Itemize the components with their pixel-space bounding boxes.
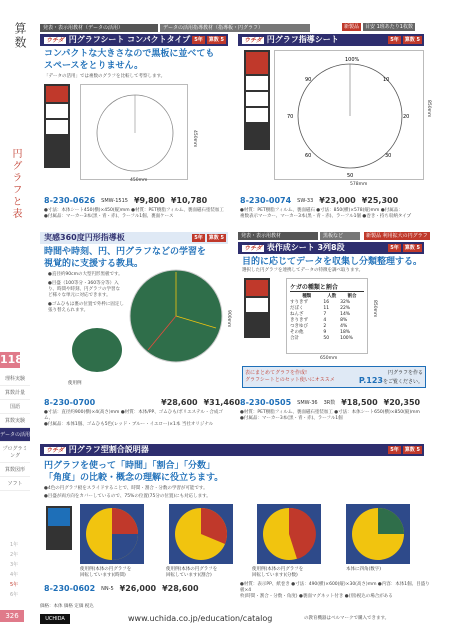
tab-item[interactable]: 国語 bbox=[0, 400, 30, 414]
brand-logo: ウチダ bbox=[46, 447, 64, 454]
grade-tag: 5年 bbox=[194, 235, 203, 241]
tab-item[interactable]: 算数計量 bbox=[0, 386, 30, 400]
grade-tag: 算数 5 bbox=[404, 245, 420, 251]
table-cell: 11 bbox=[323, 305, 330, 311]
table-cell: 7 bbox=[323, 311, 327, 317]
table-cell: 4 bbox=[323, 317, 327, 323]
image-caption: 使用例(本体の円グラフを 回転しています)(分数) bbox=[252, 567, 304, 578]
new-tag: 新製品 bbox=[344, 24, 360, 30]
model: NN-5 bbox=[101, 585, 114, 592]
price: ¥26,000 bbox=[119, 584, 157, 593]
product5-bullet: ●4色の円グラフ板をスライドすることで、時間・割合・分数の学習が可能です。 bbox=[44, 486, 208, 491]
table-header: 種類 bbox=[302, 294, 312, 299]
product3-order-row bbox=[44, 398, 240, 407]
table-header: 人数 bbox=[327, 294, 337, 299]
grade-tag: 5年 bbox=[390, 37, 399, 43]
tab-item[interactable]: データの活用 bbox=[0, 428, 30, 442]
section-header: 発表・表示用教材 bbox=[238, 232, 318, 240]
bullet: ●直径約90cmの大型円形黒板です。 bbox=[48, 272, 123, 277]
promo-box bbox=[242, 366, 426, 388]
page-number: 326 bbox=[0, 610, 24, 622]
page-badge: 118 bbox=[0, 353, 23, 366]
product4-title-bar bbox=[238, 242, 424, 254]
product1-lead: コンパクトな大きさなので黒板に並べても スペースをとりません。 bbox=[44, 49, 215, 71]
tab-item[interactable]: 算数実験 bbox=[0, 414, 30, 428]
tick-label: 70 bbox=[287, 114, 294, 120]
product4-order-row bbox=[240, 398, 420, 407]
price-tax: ¥20,350 bbox=[383, 398, 421, 407]
table-cell: 100% bbox=[340, 335, 353, 341]
grade-item: 3年 bbox=[10, 562, 19, 568]
table-cell: 18% bbox=[340, 329, 351, 335]
table-cell: 16 bbox=[323, 299, 330, 305]
category-tabs bbox=[0, 372, 30, 491]
bullet: ●目盛（100等分・360等分等）入り、時間や時刻、円グラフの学習など様々な単元に対応できます。 bbox=[48, 281, 120, 298]
product4-spec: ●材質：PET樹脂フィルム、裏面磁石塗装加工 ●寸法：本体シート650(横)×850(縦)mm ●付属品：マーカー3本(黒・青・赤)、ラーフル1個 bbox=[240, 410, 420, 421]
bullet: ●ゴムひもは裏の位置で外枠に固定し張り替えられます。 bbox=[48, 302, 124, 313]
product3-title-bar bbox=[40, 232, 228, 244]
product3-spec: ●寸法：直径約900(横)×4(高さ)mm ●材質：本体/PP、ゴムひも/ポリエステル・合成ゴム、 ●付属品：本体1個、ゴムひも5色(レッド・ブルー・イエロー)×1本 当社オリジナル bbox=[44, 410, 223, 427]
tick-label: 30 bbox=[385, 153, 392, 159]
image-caption: 本体に四角(数字) bbox=[346, 567, 382, 572]
grade-item: 4年 bbox=[10, 572, 19, 578]
product2-order-row bbox=[240, 196, 398, 205]
tab-item[interactable]: 理科実験 bbox=[0, 372, 30, 386]
product-code: 8-230-0626 bbox=[44, 196, 96, 205]
circle-graph-sheet bbox=[81, 85, 189, 181]
product1-side-panel bbox=[44, 84, 70, 168]
promo-page: P.123 bbox=[358, 376, 383, 385]
grade-tag: 5年 bbox=[194, 37, 203, 43]
brand-logo: ウチダ bbox=[244, 37, 262, 44]
table-cell: 合計 bbox=[290, 336, 299, 341]
table-row bbox=[290, 335, 364, 341]
product1-title-bar bbox=[40, 34, 228, 46]
table-cell: 14% bbox=[340, 311, 351, 317]
product4-image bbox=[286, 278, 368, 354]
grade-tag: 5年 bbox=[390, 245, 399, 251]
ratio-dial bbox=[346, 504, 410, 564]
product5-spec: ●材質：表示PP、紙巻き ●寸法：490(横)×600(縦)×30(高さ)mm ●内容：本体1個、目盛り板×4 枚(時間・割合・分数・角度) ●裏面マグネット付き ●(別)税込の場合がある bbox=[240, 582, 430, 599]
grade-item: 5年 bbox=[10, 582, 19, 588]
product2-title-bar bbox=[238, 34, 424, 46]
grade-tag: 5年 bbox=[390, 447, 399, 453]
table-cell: 50 bbox=[323, 335, 330, 341]
tab-item[interactable]: ソフト bbox=[0, 477, 30, 491]
section-header-2: 黒板など bbox=[320, 232, 360, 240]
product2-side-panel bbox=[244, 50, 270, 150]
data-table bbox=[290, 293, 364, 341]
table-cell: 2 bbox=[323, 323, 327, 329]
table-cell: つきゆび bbox=[290, 324, 308, 329]
green-circle-board bbox=[128, 268, 224, 364]
grade-tag: 算数 5 bbox=[404, 37, 420, 43]
product4-title: 表作成シート 3列8段 bbox=[266, 243, 345, 252]
usage-photo bbox=[72, 328, 122, 372]
table-cell: 4% bbox=[340, 323, 348, 329]
section-header-2: データの活用指導教材（指導板・円グラフ） bbox=[160, 24, 310, 32]
price: ¥28,600 bbox=[161, 398, 198, 407]
price-tax: ¥10,780 bbox=[170, 196, 208, 205]
price-label: 3R数 bbox=[323, 400, 336, 406]
tick-label: 20 bbox=[403, 114, 410, 120]
product-code: 8-230-0074 bbox=[240, 196, 292, 205]
product1-spec: ●寸法：本体シート450(横)×450(縦)mm ●材質：PET樹脂フィルム、裏面磁石塗装加工 ●付属品：マーカー3本(黒・青・赤)、ラーフル1個、裏面ケース bbox=[44, 208, 224, 219]
grade-item: 2年 bbox=[10, 552, 19, 558]
uchida-logo: UCHIDA bbox=[40, 614, 70, 624]
tick-label: 50 bbox=[347, 173, 354, 179]
ratio-dial bbox=[169, 504, 233, 564]
price-tax: ¥25,300 bbox=[361, 196, 399, 205]
brand-logo: ウチダ bbox=[46, 37, 64, 44]
new-tag: 新製品 利用拡大の円グラフ bbox=[366, 233, 428, 239]
product-code: 8-230-0602 bbox=[44, 584, 96, 593]
grade-tag: 算数 5 bbox=[404, 447, 420, 453]
mark-tag: 目安 1班あたり1枚数 bbox=[365, 24, 413, 30]
product5-order-row bbox=[44, 584, 199, 593]
sidebar-title: 算数 bbox=[13, 22, 27, 50]
product3-title: 実感360度円形指導板 bbox=[44, 233, 125, 242]
product5-title-bar bbox=[40, 444, 424, 456]
grade-item: 6年 bbox=[10, 592, 19, 598]
grade-tag: 算数 5 bbox=[208, 235, 224, 241]
model: SW-33 bbox=[297, 197, 314, 204]
dim-width: 450mm bbox=[130, 178, 148, 183]
tick-label: 90 bbox=[305, 77, 312, 83]
product5-images bbox=[80, 504, 410, 566]
tick-label: 60 bbox=[305, 153, 312, 159]
product3-lead: 時間や時刻、円、円グラフなどの学習を 視覚的に支援する教具。 bbox=[44, 247, 207, 269]
dim-width: 650mm bbox=[320, 356, 338, 361]
table-cell: 8% bbox=[340, 317, 348, 323]
grade-list bbox=[10, 538, 18, 601]
price: ¥9,800 bbox=[133, 196, 165, 205]
product2-spec: ●材質：PET樹脂フィルム、裏面磁石 ●寸法：850(横)×578(縦)mm ●付属品： 複数表示マーカー、マーカー3本(黒・青・赤)、ラーフル1個 ●巻き・持ち収納タイプ bbox=[240, 208, 412, 219]
dim-height: 850mm bbox=[426, 100, 431, 118]
table-cell: だぼく bbox=[290, 306, 304, 311]
model: SMW-1515 bbox=[101, 197, 128, 204]
table-cell: その他 bbox=[290, 330, 304, 335]
image-caption: 使用例(本体の円グラフを 回転しています)(時間) bbox=[80, 567, 132, 578]
brand-logo: ウチダ bbox=[244, 245, 262, 252]
sidebar bbox=[0, 0, 34, 644]
tick-label: 10 bbox=[383, 77, 390, 83]
sheet-title: ケガの種類と割合 bbox=[290, 282, 364, 292]
product-code: 8-230-0700 bbox=[44, 398, 96, 407]
product1-note: 「データの活用」では複数のグラフを比較して考察します。 bbox=[44, 74, 166, 79]
image-caption: 使用例(本体の円グラフを 回転しています)(割合) bbox=[166, 567, 218, 578]
catalog-url[interactable]: www.uchida.co.jp/education/catalog bbox=[128, 614, 273, 623]
product2-image bbox=[274, 50, 424, 180]
product3-bullets bbox=[48, 272, 124, 314]
tick-label: 100% bbox=[345, 57, 360, 63]
ratio-dial bbox=[80, 504, 144, 564]
promo-text: 表にまとめてグラフを作成! グラフシートとのセット使いにオススメ bbox=[245, 370, 335, 383]
price: ¥18,500 bbox=[341, 398, 378, 407]
product4-sub: 選択した円グラフを連携してデータの特徴を調べ取ります。 bbox=[242, 268, 364, 273]
section-header: 発表・表示用教材（データの活用） bbox=[40, 24, 158, 32]
product5-bullet: ●目盛が両方向をカバーしているので、75%の位置(75分の位置)にも対応します。 bbox=[44, 494, 211, 499]
product1-title: 円グラフシート コンパクトタイプ bbox=[68, 35, 191, 44]
table-cell: 32% bbox=[340, 299, 351, 305]
price: ¥23,000 bbox=[319, 196, 356, 205]
grade-item: 1年 bbox=[10, 542, 19, 548]
table-cell: ねんざ bbox=[290, 312, 304, 317]
product4-lead: 目的に応じてデータを収集し分類整理する。 bbox=[242, 257, 423, 267]
dim-height: 450mm bbox=[192, 130, 197, 148]
promo-tail: をご覧ください。 bbox=[382, 379, 423, 385]
usage-caption: 使用例 bbox=[68, 381, 82, 386]
price-tax: ¥31,460 bbox=[203, 398, 241, 407]
tab-item[interactable]: 算数図形 bbox=[0, 463, 30, 477]
product5-side-panel bbox=[46, 506, 72, 550]
promo-label: 円グラフを作る bbox=[387, 370, 423, 376]
model: SMW-36 bbox=[297, 399, 318, 406]
table-header: 割合 bbox=[347, 294, 357, 299]
price-tax: ¥28,600 bbox=[162, 584, 199, 593]
dim-diameter: 900mm bbox=[226, 310, 231, 328]
table-cell: 22% bbox=[340, 305, 351, 311]
table-cell: すりきず bbox=[290, 300, 308, 305]
percent-circle-sheet bbox=[275, 51, 425, 181]
table-cell: 9 bbox=[323, 329, 327, 335]
section-tags bbox=[340, 23, 415, 31]
promo-ref bbox=[359, 369, 423, 385]
grade-tag: 算数 5 bbox=[208, 37, 224, 43]
product2-title: 円グラフ指導シート bbox=[266, 35, 339, 44]
product1-order-row bbox=[44, 196, 207, 205]
product5-title: 円グラフ型割合説明器 bbox=[68, 445, 149, 454]
dim-width: 578mm bbox=[350, 182, 368, 187]
product3-image bbox=[128, 268, 224, 364]
dim-height: 850mm bbox=[372, 300, 377, 318]
product5-lead: 円グラフを使って「時間」「割合」「分数」 「角度」の比較・概念の理解に役立ちます。 bbox=[44, 461, 224, 483]
product4-side-panel bbox=[244, 278, 270, 338]
chapter-title: 円グラフと表 bbox=[10, 148, 21, 220]
brand-note: の教育機器はベルマークで購入できます。 bbox=[304, 616, 390, 621]
product-code: 8-230-0505 bbox=[240, 398, 292, 407]
footer-note: 価格：本体 価格 定価 税込 bbox=[40, 604, 94, 609]
tab-item[interactable]: プログラミング bbox=[0, 442, 30, 463]
ratio-dial bbox=[257, 504, 321, 564]
table-cell: きりきず bbox=[290, 318, 308, 323]
product1-image bbox=[80, 84, 188, 180]
